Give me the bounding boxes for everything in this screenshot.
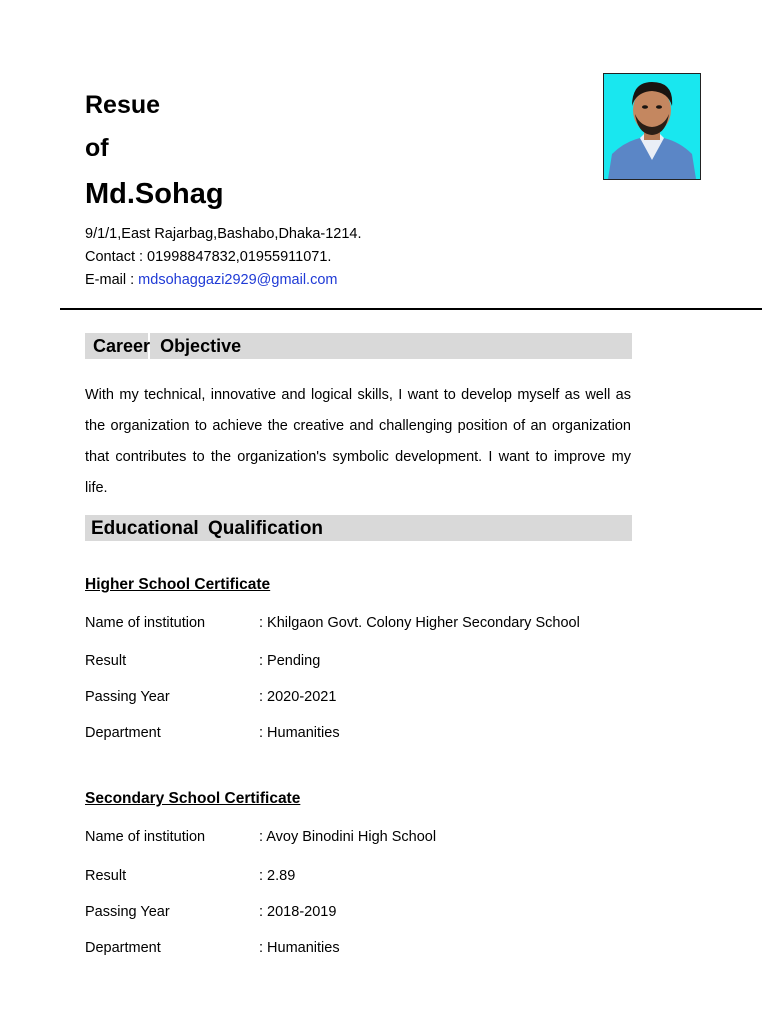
ssc-institution-value: : Avoy Binodini High School [259,829,437,845]
hsc-department-label: Department [85,725,161,741]
career-heading-word2: Objective [160,336,242,356]
header-divider [60,308,762,310]
hsc-institution-value: : Khilgaon Govt. Colony Higher Secondary School [259,615,580,631]
resume-title-line1: Resue [85,91,161,119]
ssc-result-label: Result [85,868,127,884]
profile-photo-image [604,74,700,179]
ssc-heading: Secondary School Certificate [85,790,301,807]
contact-text: Contact : 01998847832,01955911071. [85,249,332,265]
email-label: E-mail : [85,272,139,288]
address-text: 9/1/1,East Rajarbag,Bashabo,Dhaka-1214. [85,226,362,242]
career-heading-word1: Career [93,336,151,356]
hsc-passing-year-label: Passing Year [85,689,170,705]
email-line [85,270,337,290]
candidate-name: Md.Sohag [85,178,224,210]
profile-photo [603,73,701,180]
hsc-passing-year-value: : 2020-2021 [259,689,337,705]
ssc-institution-label: Name of institution [85,829,206,845]
career-objective-heading [93,334,241,358]
ssc-department-value: : Humanities [259,940,340,956]
ssc-result-value: : 2.89 [259,868,296,884]
career-objective-text: With my technical, innovative and logical skills, I want to develop myself as well as the organization to achieve the creative and challenging position of an organization that contributes to the organization's symbolic development. I want to improve my life. [85,387,631,496]
hsc-result-value: : Pending [259,653,321,669]
email-link[interactable]: mdsohaggazi2929@gmail.com [138,272,338,288]
ssc-passing-year-label: Passing Year [85,904,170,920]
hsc-result-label: Result [85,653,127,669]
hsc-institution-label: Name of institution [85,615,206,631]
ssc-passing-year-value: : 2018-2019 [259,904,337,920]
education-heading: Educational Qualification [91,518,324,539]
hsc-department-value: : Humanities [259,725,340,741]
hsc-heading: Higher School Certificate [85,576,271,593]
resume-title-line2: of [85,134,109,162]
ssc-department-label: Department [85,940,161,956]
